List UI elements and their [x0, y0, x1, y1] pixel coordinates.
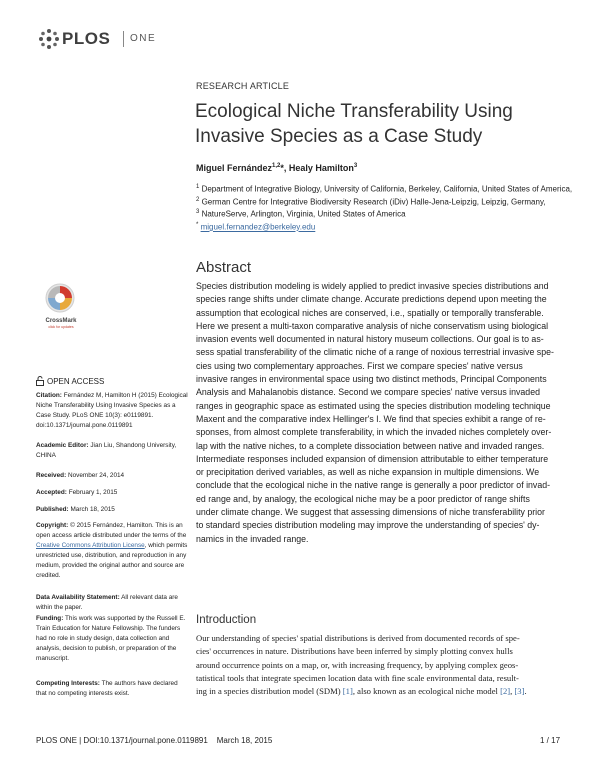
license-link[interactable]: Creative Commons Attribution License: [36, 542, 145, 549]
affiliation-list: [196, 182, 572, 220]
reference-link[interactable]: [2]: [500, 686, 511, 697]
received-label: Received:: [36, 472, 67, 479]
editor-line: Jian Liu, Shandong University,: [90, 442, 177, 449]
abstract-line: conclude that the ecological niche in the native range is generally a poor predictor of invad-: [196, 480, 551, 491]
accepted-label: Accepted:: [36, 489, 67, 496]
accepted-date: [36, 488, 186, 498]
affiliation-text: German Centre for Integrative Biodiversity Research (iDiv) Halle-Jena-Leipzig, Leipzig, Germany,: [201, 197, 546, 207]
editor-block: [36, 441, 186, 461]
page-footer-citation: PLOS ONE | DOI:10.1371/journal.pone.0119891 March 18, 2015: [36, 736, 273, 745]
introduction-text: .: [524, 686, 527, 697]
funding-line: Train Education for Nature Fellowship. The funders: [36, 625, 181, 632]
abstract-line: or precipitation derived variables, as well as niche expansion in multiple dimensions. We: [196, 467, 540, 478]
competing-interests-line: The authors have declared: [101, 680, 178, 687]
copyright-line: credited.: [36, 572, 61, 579]
citation-doi: doi:10.1371/journal.pone.0119891: [36, 422, 133, 429]
citation-line: Fernández M, Hamilton H (2015) Ecological: [63, 392, 188, 399]
data-availability-line: All relevant data are: [121, 594, 178, 601]
funding-line: manuscript.: [36, 655, 70, 662]
open-lock-icon: [36, 376, 44, 386]
introduction-line: cies' occurrences in nature. Distributions have been inferred by simply plotting convex hulls: [196, 646, 513, 657]
data-availability-block: [36, 593, 186, 613]
introduction-line: [196, 685, 562, 698]
introduction-body: [196, 632, 562, 698]
introduction-text: ing in a species distribution model (SDM): [196, 686, 343, 697]
citation-line: Niche Transferability Using Invasive Species as a: [36, 402, 176, 409]
affiliation-number: 1: [196, 184, 200, 190]
funding-label: Funding:: [36, 615, 64, 622]
abstract-line: Here we present a multi-taxon comparative analysis of niche conservatism using biological: [196, 320, 549, 331]
published-date: [36, 505, 186, 515]
published-label: Published:: [36, 506, 69, 513]
author-affiliation-marker: 3: [353, 163, 358, 169]
affiliation-number: 3: [196, 209, 200, 216]
corresponding-author-marker: *: [280, 163, 284, 173]
journal-subtitle: ONE: [130, 33, 157, 44]
author-name: Healy Hamilton: [288, 163, 354, 173]
affiliation-number: 2: [196, 196, 200, 203]
citation-label: Citation:: [36, 392, 62, 399]
abstract-line: invasion events well documented in natural history museum collections. Our goal is to as-: [196, 334, 544, 345]
abstract-line: sess spatial transferability of the climatic niche of a range of noxious terrestrial invasive spe-: [196, 347, 554, 358]
copyright-line: © 2015 Fernández, Hamilton. This is an: [70, 522, 183, 529]
abstract-line: cies using two complementary approaches. First we compare species' native versus: [196, 360, 523, 371]
abstract-line: Intermediate responses included expansion of dimension attributable to either temperature: [196, 453, 549, 464]
abstract-line: lap with the native niches, to a complete dissociation between native and invaded ranges.: [196, 440, 545, 451]
competing-interests-label: Competing Interests:: [36, 680, 100, 687]
copyright-line: open access article distributed under the terms of the: [36, 532, 187, 539]
article-title: [195, 99, 555, 149]
accepted-value: February 1, 2015: [68, 489, 118, 496]
competing-interests-block: [36, 679, 186, 699]
abstract-line: Maxent and the comparative index Hellinger's I. We find that species exhibit a range of re-: [196, 413, 546, 424]
copyright-line: medium, provided the original author and source are: [36, 562, 185, 569]
title-line: Invasive Species as a Case Study: [195, 126, 483, 147]
author-separator: ,: [283, 163, 289, 173]
journal-name: PLOS: [62, 29, 111, 48]
abstract-line: Species distribution modeling is widely applied to predict invasive species distributions and: [196, 281, 549, 291]
logo-divider: [123, 31, 124, 47]
copyright-line: , which permits: [144, 542, 188, 549]
abstract-line: assumption that ecological niches are conserved, i.e., spatially or temporally transferable.: [196, 307, 544, 318]
editor-label: Academic Editor:: [36, 442, 89, 449]
copyright-block: [36, 521, 186, 581]
affiliation-text: NatureServe, Arlington, Virginia, United States of America: [201, 209, 406, 219]
article-type: RESEARCH ARTICLE: [196, 81, 290, 91]
open-access-label: OPEN ACCESS: [47, 377, 105, 386]
abstract-heading: Abstract: [196, 259, 252, 276]
abstract-body: [196, 280, 562, 546]
funding-line: analysis, decision to publish, or preparation of the: [36, 645, 177, 652]
funding-block: [36, 614, 186, 664]
introduction-text: ,: [510, 686, 515, 697]
editor-line: CHINA: [36, 452, 56, 459]
citation-line: Case Study. PLoS ONE 10(3): e0119891.: [36, 412, 154, 419]
citation-block: [36, 391, 186, 431]
author-affiliation-marker: 1,2: [272, 163, 281, 169]
funding-line: This work was supported by the Russell E.: [65, 615, 186, 622]
introduction-text: , also known as an ecological niche model: [352, 686, 501, 697]
copyright-line: unrestricted use, distribution, and reproduction in any: [36, 552, 187, 559]
abstract-line: namics in the invaded range.: [196, 533, 309, 544]
crossmark-sublabel: click for updates: [48, 325, 74, 329]
introduction-line: tatistical tools that integrate specimen location data with fine scale environmental data, result-: [196, 672, 519, 683]
crossmark-label: CrossMark: [45, 318, 77, 324]
abstract-line: invasive ranges in environmental space using two distinct methods, Principal Components: [196, 374, 547, 385]
affiliation-text: Department of Integrative Biology, University of California, Berkeley, California, United States of America,: [201, 184, 573, 194]
funding-line: had no role in study design, data collection and: [36, 635, 170, 642]
author-name: Miguel Fernández: [196, 163, 273, 173]
abstract-line: to standard species distribution modeling may improve the understanding of species' dy-: [196, 520, 540, 531]
open-access-badge: [36, 376, 104, 386]
received-value: November 24, 2014: [67, 472, 125, 479]
abstract-line: ed range and, by analogy, the ecological niche may be a poor predictor of range shifts: [196, 493, 530, 504]
introduction-line: Our understanding of species' spatial distributions is derived from documented records of spe-: [196, 633, 520, 643]
author-list: [196, 163, 357, 173]
abstract-line: ranges in geographic space as estimated using the species distribution modeling technique: [196, 400, 551, 411]
affiliation-item: [196, 182, 572, 195]
introduction-line: around occurrence points on a map, or, with increasing frequency, by applying complex geos-: [196, 659, 519, 670]
competing-interests-line: that no competing interests exist.: [36, 690, 130, 697]
abstract-line: species range shifts under climate change. Accurate predictions depend upon meeting the: [196, 294, 547, 305]
affiliation-item: [196, 207, 572, 220]
title-line: Ecological Niche Transferability Using: [195, 101, 513, 122]
data-availability-label: Data Availability Statement:: [36, 594, 120, 601]
reference-link[interactable]: [3]: [514, 686, 525, 697]
corresponding-marker: *: [196, 222, 199, 228]
reference-link[interactable]: [1]: [342, 686, 353, 697]
introduction-heading: Introduction: [196, 614, 257, 626]
email-link[interactable]: miguel.fernandez@berkeley.edu: [200, 222, 316, 232]
affiliation-item: [196, 195, 572, 208]
plos-dots-icon: [38, 28, 60, 50]
corresponding-email: [196, 222, 315, 232]
received-date: [36, 471, 186, 481]
abstract-line: sponses, from almost complete transferability, in which the invaded niches completely over-: [196, 427, 552, 438]
abstract-line: under climate change. We suggest that assessing dimensions of niche transferability prior: [196, 507, 545, 518]
published-value: March 18, 2015: [70, 506, 115, 513]
page-number: 1 / 17: [540, 736, 561, 745]
copyright-label: Copyright:: [36, 522, 69, 529]
data-availability-line: within the paper.: [36, 604, 83, 611]
abstract-line: Analysis and Mahalanobis distance. Second we compare species' native versus invaded: [196, 387, 540, 398]
